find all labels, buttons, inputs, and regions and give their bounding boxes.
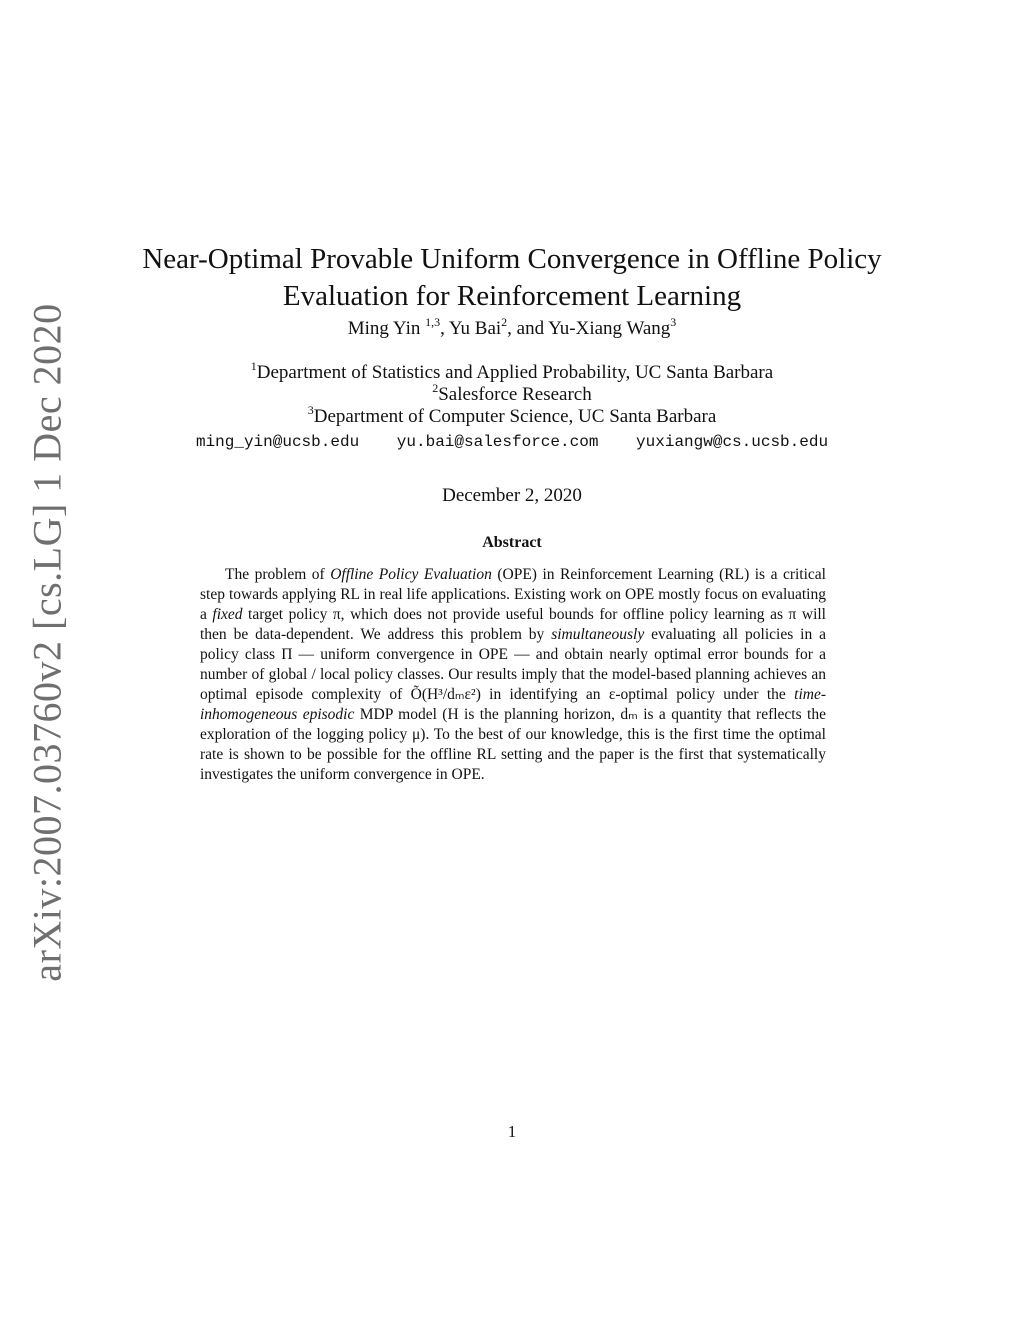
abstract-text: evaluating all policies in a policy class Π — uniform convergence in OPE — and obtain nearly optimal error bounds for a number of global / local policy classes. Our results imply that the model-based planning achieves an optimal episode complexity of Õ(H³/dₘε²) in identifying an ε-optimal policy under the: [200, 626, 826, 703]
page-number: 1: [507, 1122, 517, 1141]
affiliation-list: [120, 359, 904, 428]
affiliation-item: [120, 381, 904, 406]
affiliation-mark: 2: [432, 381, 439, 395]
arxiv-id-text: arXiv:2007.03760v2 [cs.LG] 1 Dec 2020: [24, 303, 70, 982]
title-line-2: Evaluation for Reinforcement Learning: [282, 280, 742, 313]
author-affiliation-mark: 1,3: [425, 315, 441, 329]
abstract-emphasis: time-inhomogeneous episodic: [200, 686, 826, 723]
arxiv-sidebar-stamp: [12, 303, 82, 982]
abstract-text: MDP model (H is the planning horizon, dₘ is a quantity that reflects the exploration of the logging policy μ). To the best of our knowledge, this is the first time the optimal rate is shown to be possible for the offline RL setting and the paper is the first that systematically investigates the uniform convergence in OPE.: [200, 706, 826, 783]
publication-date: December 2, 2020: [442, 485, 582, 506]
abstract-emphasis: fixed: [212, 606, 243, 623]
abstract-text: The problem of: [225, 566, 331, 583]
affiliation-text: Salesforce Research: [438, 384, 592, 405]
title-line-1: Near-Optimal Provable Uniform Convergence in Offline Policy: [142, 243, 882, 276]
author-name: Yu Bai: [448, 318, 502, 339]
author-separator: , and: [507, 318, 549, 339]
author-separator: ,: [440, 318, 449, 339]
abstract-text: (OPE) in Reinforcement Learning (RL) is a critical step towards applying RL in real life applications. Existing work on OPE mostly focus on evaluating a: [200, 566, 826, 623]
affiliation-mark: 3: [307, 403, 314, 417]
author-affiliation-mark: 2: [501, 315, 508, 329]
author-name: Yu-Xiang Wang: [548, 318, 671, 339]
affiliation-text: Department of Computer Science, UC Santa Barbara: [313, 406, 717, 427]
affiliation-text: Department of Statistics and Applied Probability, UC Santa Barbara: [256, 362, 774, 383]
author-email: ming_yin@ucsb.edu: [195, 433, 360, 451]
abstract-body: [200, 565, 826, 785]
author-list: [120, 315, 904, 340]
affiliation-item: [120, 359, 904, 384]
abstract-emphasis: simultaneously: [551, 626, 645, 643]
email-list: [120, 433, 904, 451]
author-affiliation-mark: 3: [670, 315, 677, 329]
abstract-text: target policy π, which does not provide useful bounds for offline policy learning as π will then be data-dependent. We address this problem by: [200, 606, 826, 643]
affiliation-mark: 1: [250, 359, 257, 373]
author-email: yuxiangw@cs.ucsb.edu: [636, 433, 829, 451]
abstract-heading: Abstract: [482, 534, 542, 551]
author-name: Ming Yin: [347, 318, 426, 339]
abstract-emphasis: Offline Policy Evaluation: [330, 566, 492, 583]
author-email: yu.bai@salesforce.com: [396, 433, 599, 451]
affiliation-item: [120, 403, 904, 428]
paper-title: [120, 241, 904, 315]
